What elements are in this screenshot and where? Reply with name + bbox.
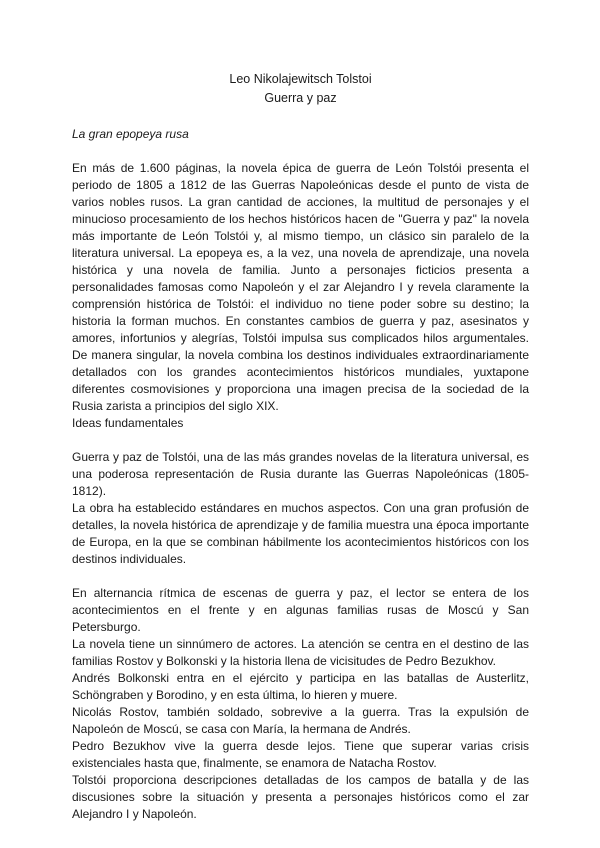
author-name: Leo Nikolajewitsch Tolstoi [229,72,372,86]
idea-paragraph: Guerra y paz de Tolstói, una de las más grandes novelas de la literatura universal, es una poderosa representación de Rusia durante las Guerras Napoleónicas (1805-1812). [72,450,529,498]
spacer [72,432,529,449]
subtitle: La gran epopeya rusa [72,127,189,141]
book-title: Guerra y paz [264,91,337,105]
document-header [72,70,529,108]
plot-paragraph: Pedro Bezukhov vive la guerra desde lejos. Tiene que superar varias crisis existenciales hasta que, finalmente, se enamora de Natacha Rostov. [72,739,529,770]
plot-paragraph: En alternancia rítmica de escenas de guerra y paz, el lector se entera de los acontecimientos en el frente y en algunas familias rusas de Moscú y San Petersburgo. [72,586,529,634]
spacer [72,568,529,585]
plot-paragraph: Nicolás Rostov, también soldado, sobrevive a la guerra. Tras la expulsión de Napoleón de Moscú, se casa con María, la hermana de Andrés. [72,705,529,736]
plot-paragraph: Tolstói proporciona descripciones detalladas de los campos de batalla y de las discusiones sobre la situación y presenta a personajes históricos como el zar Alejandro I y Napoleón. [72,773,529,821]
plot-paragraph: Andrés Bolkonski entra en el ejército y participa en las batallas de Austerlitz, Schöngraben y Borodino, y en esta última, lo hieren y muere. [72,671,529,702]
section-heading: Ideas fundamentales [72,416,184,430]
intro-paragraph: En más de 1.600 páginas, la novela épica de guerra de León Tolstói presenta el periodo de 1805 a 1812 de las Guerras Napoleónicas desde el punto de vista de varios nobles rusos. La gran cantidad de acciones, la multitud de personajes y el minucioso procesamiento de los hechos históricos hacen de "Guerra y paz" la novela más importante de León Tolstói y, al mismo tiempo, un clásico sin paralelo de la literatura universal. La epopeya es, a la vez, una novela de aprendizaje, una novela histórica y una novela de familia. Junto a personajes ficticios presenta a personalidades famosas como Napoleón y el zar Alejandro I y revela claramente la comprensión histórica de Tolstói: el individuo no tiene poder sobre su destino; la historia la forman muchos. En constantes cambios de guerra y paz, asesinatos y amores, infortunios y alegrías, Tolstói impulsa sus complicados hilos argumentales. De manera singular, la novela combina los destinos individuales extraordinariamente detallados con los grandes acontecimientos históricos mundiales, yuxtapone diferentes cosmovisiones y proporciona una imagen precisa de la sociedad de la Rusia zarista a principios del siglo XIX. [72,161,529,413]
idea-paragraph: La obra ha establecido estándares en muchos aspectos. Con una gran profusión de detalles, la novela histórica de aprendizaje y de familia muestra una época importante de Europa, en la que se combinan hábilmente los acontecimientos históricos con los destinos individuales. [72,501,529,566]
plot-paragraph: La novela tiene un sinnúmero de actores. La atención se centra en el destino de las familias Rostov y Bolkonski y la historia llena de vicisitudes de Pedro Bezukhov. [72,637,529,668]
